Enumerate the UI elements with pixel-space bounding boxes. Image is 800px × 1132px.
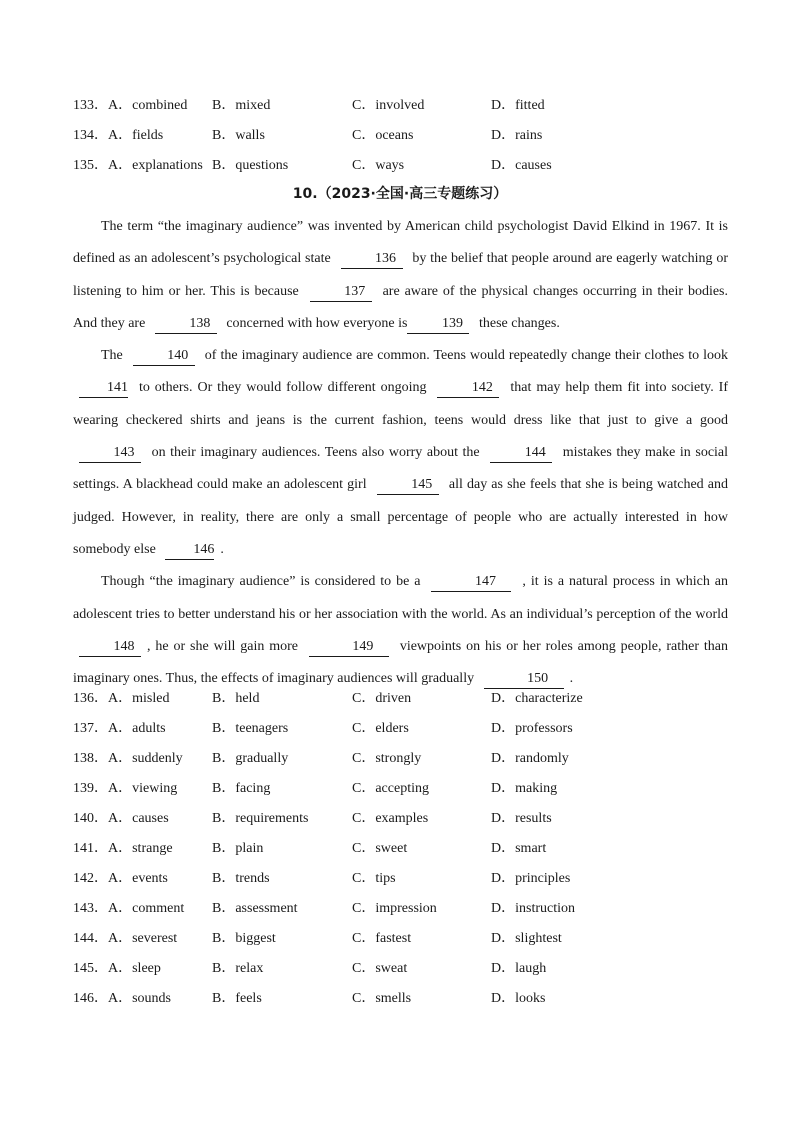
question-number: 133． <box>73 98 108 113</box>
passage-text: to others. Or they would follow different ongoing <box>138 380 427 396</box>
option-row <box>73 151 733 181</box>
option-a <box>73 864 168 894</box>
option-row <box>73 684 733 714</box>
blank-137: 137 <box>310 283 372 302</box>
option-a-text: A．fields <box>108 128 164 143</box>
paragraph-3 <box>73 566 728 695</box>
option-row <box>73 91 733 121</box>
option-row <box>73 924 733 954</box>
passage-text: mistakes they make in social settings. A blackhead could make an adolescent girl <box>73 445 729 493</box>
paragraph-2 <box>73 340 728 566</box>
blank-139: 139 <box>407 315 469 334</box>
option-c: C．involved <box>352 98 425 113</box>
option-d: D．fitted <box>491 98 545 113</box>
option-c: C．examples <box>352 811 429 826</box>
option-a-text: A．sleep <box>108 961 161 976</box>
option-c: C．sweet <box>352 841 408 856</box>
option-row <box>73 744 733 774</box>
option-row <box>73 954 733 984</box>
option-b: B．teenagers <box>212 721 289 736</box>
option-c: C．accepting <box>352 781 429 796</box>
option-d: D．looks <box>491 991 546 1006</box>
option-c: C．ways <box>352 158 405 173</box>
option-c: C．strongly <box>352 751 422 766</box>
option-a <box>73 714 166 744</box>
option-b: B．gradually <box>212 751 289 766</box>
question-number: 144． <box>73 931 108 946</box>
option-d: D．rains <box>491 128 543 143</box>
passage-text: by the belief that people around are eagerly watching or listening to him or her. This is because <box>73 251 729 299</box>
passage-text: on their imaginary audiences. Teens also worry about the <box>151 445 480 461</box>
option-row <box>73 984 733 1014</box>
option-b: B．plain <box>212 841 264 856</box>
option-b: B．feels <box>212 991 262 1006</box>
question-number: 134． <box>73 128 108 143</box>
option-d: D．professors <box>491 721 573 736</box>
option-d: D．instruction <box>491 901 575 916</box>
option-a <box>73 684 169 714</box>
blank-144: 144 <box>490 444 552 463</box>
option-b: B．mixed <box>212 98 271 113</box>
question-number: 142． <box>73 871 108 886</box>
option-a-text: A．sounds <box>108 991 172 1006</box>
option-b: B．questions <box>212 158 289 173</box>
blank-148: 148 <box>79 638 141 657</box>
option-a-text: A．comment <box>108 901 185 916</box>
option-d: D．making <box>491 781 558 796</box>
cloze-passage <box>73 211 728 695</box>
option-a <box>73 151 203 181</box>
passage-text: Though “the imaginary audience” is considered to be a <box>101 574 421 590</box>
option-b: B．walls <box>212 128 265 143</box>
question-number: 141． <box>73 841 108 856</box>
option-a <box>73 91 187 121</box>
option-c: C．smells <box>352 991 412 1006</box>
passage-text: all day as she feels that she is being watched and judged. However, in reality, there are only a small percentage of people who are actually interested in how somebody else <box>73 477 728 557</box>
option-a-text: A．events <box>108 871 168 886</box>
option-d: D．causes <box>491 158 552 173</box>
option-a <box>73 924 177 954</box>
paragraph-1 <box>73 211 728 340</box>
option-b: B．trends <box>212 871 270 886</box>
blank-138: 138 <box>155 315 217 334</box>
passage-text: concerned with how everyone is <box>226 315 408 331</box>
option-d: D．smart <box>491 841 547 856</box>
option-d: D．results <box>491 811 552 826</box>
option-c: C．fastest <box>352 931 412 946</box>
question-number: 139． <box>73 781 108 796</box>
option-d: D．principles <box>491 871 571 886</box>
option-a <box>73 894 184 924</box>
option-row <box>73 834 733 864</box>
blank-150: 150 <box>484 670 564 689</box>
option-b: B．assessment <box>212 901 298 916</box>
passage-text: . <box>220 541 224 557</box>
question-number: 143． <box>73 901 108 916</box>
question-number: 138． <box>73 751 108 766</box>
passage-text: of the imaginary audience are common. Teens would repeatedly change their clothes to look <box>204 348 729 364</box>
option-b: B．facing <box>212 781 271 796</box>
passage-text: . <box>569 671 574 687</box>
passage-text: these changes. <box>478 315 560 331</box>
option-row <box>73 894 733 924</box>
option-a <box>73 804 169 834</box>
option-a <box>73 774 177 804</box>
option-c: C．oceans <box>352 128 414 143</box>
answer-options-list <box>73 684 733 1014</box>
question-number: 137． <box>73 721 108 736</box>
option-a-text: A．suddenly <box>108 751 183 766</box>
option-b: B．biggest <box>212 931 276 946</box>
option-c: C．tips <box>352 871 396 886</box>
blank-143: 143 <box>79 444 141 463</box>
option-d: D．slightest <box>491 931 562 946</box>
question-number: 135． <box>73 158 108 173</box>
passage-text: viewpoints on his or her roles among people, rather than imaginary ones. Thus, the effects of imaginary audiences will gradually <box>73 638 729 687</box>
option-a <box>73 744 183 774</box>
option-row <box>73 774 733 804</box>
option-b: B．held <box>212 691 260 706</box>
option-c: C．impression <box>352 901 437 916</box>
blank-146: 146 <box>165 541 214 560</box>
passage-text: , it is a natural process in which an adolescent tries to better understand his or her association with the world. As an individual’s perception of the world <box>73 574 728 622</box>
option-d: D．laugh <box>491 961 547 976</box>
option-a-text: A．strange <box>108 841 173 856</box>
top-options-list <box>73 91 733 181</box>
option-a <box>73 121 163 151</box>
option-c: C．driven <box>352 691 412 706</box>
option-d: D．randomly <box>491 751 569 766</box>
passage-text: The term “the imaginary audience” was invented by American child psychologist David Elkind in 1967. It is defined as an adolescent’s psychological state <box>73 219 728 267</box>
option-a-text: A．adults <box>108 721 166 736</box>
section-heading: 10.（2023·全国·高三专题练习） <box>292 186 508 202</box>
option-a <box>73 834 173 864</box>
blank-149: 149 <box>309 638 389 657</box>
option-c: C．elders <box>352 721 409 736</box>
blank-142: 142 <box>437 379 499 398</box>
option-a-text: A．explanations <box>108 158 203 173</box>
option-row <box>73 121 733 151</box>
blank-147: 147 <box>431 573 511 592</box>
option-a-text: A．combined <box>108 98 188 113</box>
question-number: 136． <box>73 691 108 706</box>
option-a-text: A．misled <box>108 691 170 706</box>
question-number: 146． <box>73 991 108 1006</box>
passage-text: that may help them fit into society. If wearing checkered shirts and jeans is the current fashion, teens would dress like that just to give a good <box>73 380 729 428</box>
option-a-text: A．severest <box>108 931 178 946</box>
option-row <box>73 864 733 894</box>
passage-text: are aware of the physical changes occurring in their bodies. And they are <box>73 283 728 331</box>
question-number: 145． <box>73 961 108 976</box>
passage-text: , he or she will gain more <box>147 638 299 654</box>
option-b: B．requirements <box>212 811 309 826</box>
blank-141: 141 <box>79 379 128 398</box>
option-a <box>73 954 161 984</box>
option-a-text: A．causes <box>108 811 169 826</box>
option-a <box>73 984 171 1014</box>
option-a-text: A．viewing <box>108 781 178 796</box>
blank-140: 140 <box>133 347 195 366</box>
option-b: B．relax <box>212 961 264 976</box>
blank-145: 145 <box>377 476 439 495</box>
blank-136: 136 <box>341 250 403 269</box>
option-d: D．characterize <box>491 691 583 706</box>
option-row <box>73 714 733 744</box>
option-row <box>73 804 733 834</box>
option-c: C．sweat <box>352 961 408 976</box>
passage-text: The <box>101 348 123 364</box>
question-number: 140． <box>73 811 108 826</box>
